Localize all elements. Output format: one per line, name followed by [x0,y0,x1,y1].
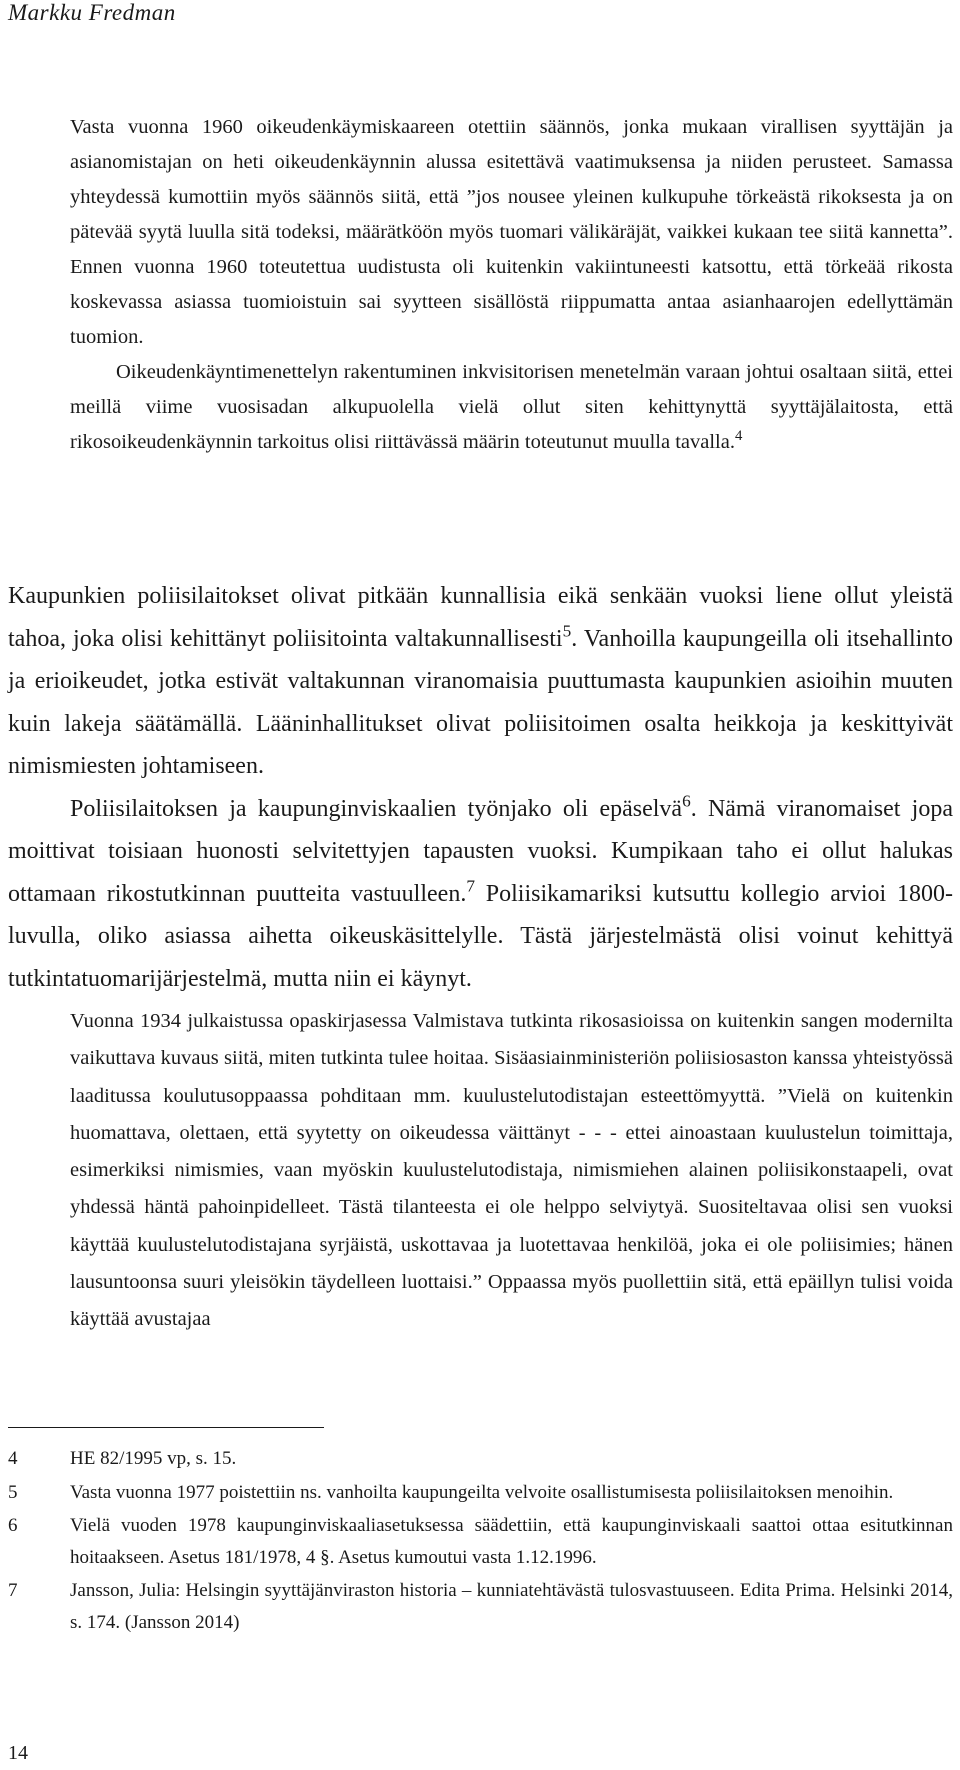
block-quote-1 [70,110,953,460]
quote-text: Vuonna 1934 julkaistussa opaskirjasessa Valmistava tutkinta rikosasioissa on kuitenkin sangen modernilta vaikuttava kuvaus siitä, miten tutkinta tulee hoitaa. Sisäasiainministeriön poliisiosaston kanssa yhteistyössä laaditussa koulutusoppaassa pohditaan mm. kuulustelutodistajan esteettömyyttä. ”Vielä on kuitenkin huomattava, olettaen, että syytetty on oikeudessa väittänyt - - - ettei ainoastaan kuulustelun toimittaja, esimerkiksi nimismies, vaan myöskin kuulustelutodistaja, nimismiehen alainen poliisikonstaapeli, ovat yhdessä häntä pahoinpidelleet. Tästä tilanteesta ei ole helppo selviytyä. Suositeltavaa olisi sen vuoksi käyttää kuulustelutodistajana syrjäistä, uskottavaa ja luotettavaa henkilöä, joka ei ole poliisimies; hänen lausuntoonsa suuri yleisökin täydelleen luottaisi.” Oppaassa myös puollettiin sitä, että epäillyn tulisi voida käyttää avustajaa [70,1010,953,1331]
footnote-text: HE 82/1995 vp, s. 15. [70,1448,237,1469]
running-header-author: Markku Fredman [8,0,176,25]
footnotes [8,1443,953,1640]
body-paragraph [8,788,953,1001]
footnote [8,1477,953,1509]
footnote-ref[interactable]: 5 [562,621,572,640]
footnote-number: 4 [8,1448,18,1469]
body-paragraph [8,575,953,788]
footnote-number: 6 [8,1515,18,1536]
quote-paragraph [70,1003,953,1339]
footnote [8,1575,953,1638]
footnote-text: Vasta vuonna 1977 poistettiin ns. vanhoilta kaupungeilta velvoite osallistumisesta poliisilaitoksen menoihin. [70,1481,894,1503]
body-text-span: Kaupunkien poliisilaitokset olivat pitkään kunnallisia eikä senkään vuoksi liene ollut yleistä tahoa, joka olisi kehittänyt poliisitointa valtakunnallisesti [8,583,953,652]
footnote-number: 7 [8,1580,18,1601]
quote-paragraph [70,110,953,355]
quote-text: Vasta vuonna 1960 oikeudenkäymiskaareen otettiin säännös, jonka mukaan virallisen syyttäjän ja asianomistajan on heti oikeudenkäynnin alussa esitettävä vaatimuksensa ja niiden perusteet. Samassa yhteydessä kumottiin myös säännös siitä, että ”jos nousee yleinen kulkupuhe törkeästä rikoksesta ja on pätevää syytä luulla sitä todeksi, määrätköön myös tuomari välikäräjät, vaikkei kukaan tee siitä kannetta”. Ennen vuonna 1960 toteutettua uudistusta oli kuitenkin vakiintuneesti katsottu, että törkeää rikosta koskevassa asiassa tuomioistuin sai syytteen sisällöstä riippumatta antaa asianhaarojen edellyttämän tuomion. [70,116,953,348]
body-text-span: . Nämä viranomaiset jopa moittivat toisiaan huonosti selvitettyjen tapausten vuoksi. Kumpikaan taho ei ollut halukas ottamaan rikostutkinnan puutteita vastuulleen. [8,795,953,907]
page-number: 14 [8,1742,28,1764]
body-text-span: Poliisikamariksi kutsuttu kollegio arvioi 1800-luvulla, oliko asiassa aihetta oikeuskäsittelylle. Tästä järjestelmästä olisi voinut kehittyä tutkintatuomarijärjestelmä, mutta niin ei käynyt. [8,880,953,992]
block-quote-2 [70,1003,953,1339]
body-text-span: Poliisilaitoksen ja kaupunginviskaalien työnjako oli epäselvä [70,795,683,822]
footnote-ref[interactable]: 6 [682,791,691,810]
body-text [8,575,953,1000]
quote-text: Oikeudenkäyntimenettelyn rakentuminen inkvisitorisen menetelmän varaan johtui osaltaan siitä, ettei meillä viime vuosisadan alkupuolella vielä ollut siten kehittynyttä syyttäjälaitosta, että rikosoikeudenkäynnin tarkoitus olisi riittävässä määrin toteutunut muulla tavalla. [70,361,953,453]
footnote [8,1510,953,1573]
footnote [8,1443,953,1475]
footnote-text: Vielä vuoden 1978 kaupunginviskaaliasetuksessa säädettiin, että kaupunginviskaali saattoi ottaa esitutkinnan hoitaakseen. Asetus 181/1978, 4 §. Asetus kumoutui vasta 1.12.1996. [70,1515,953,1568]
footnote-number: 5 [8,1481,18,1503]
footnote-separator [8,1427,324,1428]
footnote-ref[interactable]: 4 [734,427,743,444]
body-text-span: . Vanhoilla kaupungeilla oli itsehallinto ja erioikeudet, jotka estivät valtakunnan viranomaisia puuttumasta kaupunkien asioihin muuten kuin lakeja säätämällä. Lääninhallitukset olivat poliisitoimen osalta heikkoja ja keskittyivät nimismiesten johtamiseen. [8,625,954,779]
footnote-ref[interactable]: 7 [466,876,475,895]
quote-paragraph [70,355,953,460]
footnote-text: Jansson, Julia: Helsingin syyttäjänviraston historia – kunniatehtävästä tulosvastuuseen. Edita Prima. Helsinki 2014, s. 174. (Jansson 2014) [70,1580,953,1633]
